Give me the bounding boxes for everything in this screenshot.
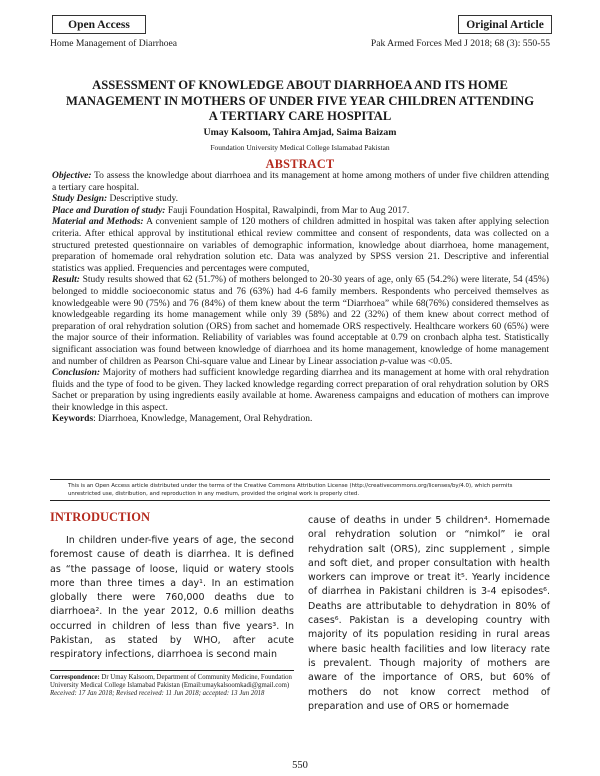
abstract-body [52, 171, 549, 426]
introduction-left-text: In children under-five years of age, the second foremost cause of death is diarrhea. It is defined as “the passage of loose, liquid or watery stools more than three times a day¹. In an estimation globally there were 760,000 deaths due to diarrhoea². In the year 2012, 0.6 million deaths occurred in children of less than five years³. In Pakistan, as stated by WHO, after acute respiratory infections, diarrhoea is second main [50, 535, 294, 661]
correspondence-block [50, 670, 294, 699]
right-column [308, 514, 550, 714]
journal-citation: Pak Armed Forces Med J 2018; 68 (3): 550-55 [370, 38, 550, 49]
affiliation: Foundation University Medical College Islamabad Pakistan [210, 143, 390, 152]
p-variable: p [379, 356, 385, 367]
design-label: Study Design: [52, 194, 108, 205]
left-column [50, 508, 294, 699]
results-label: Result: [52, 275, 80, 286]
place-label: Place and Duration of study: [52, 205, 166, 216]
introduction-heading: INTRODUCTION [50, 510, 151, 524]
abstract-keywords [52, 414, 549, 426]
results-tail: -value was <0.05. [384, 356, 453, 367]
objective-text: To assess the knowledge about diarrhoea and its management at home among mothers of under five children attending a tertiary care hospital. [52, 171, 549, 193]
license-notice: This is an Open Access article distributed under the terms of the Creative Commons Attribution License (http://creativecommons.org/licenses/by/4.0), which permits unrestricted use, distribution, and reproduction in any medium, provided the original work is properly cited. [50, 479, 550, 501]
abstract-heading: ABSTRACT [265, 157, 335, 171]
correspondence-label: Correspondence: [50, 673, 102, 681]
open-access-badge: Open Access [52, 15, 146, 34]
methods-label: Material and Methods: [52, 217, 144, 228]
running-title: Home Management of Diarrhoea [50, 38, 178, 49]
conclusion-label: Conclusion: [52, 368, 101, 379]
design-text: Descriptive study. [107, 194, 179, 205]
article-dates: Received: 17 Jan 2018; Revised received: 11 Jun 2018; accepted: 13 Jun 2018 [50, 690, 265, 698]
results-text: Study results showed that 62 (51.7%) of mothers belonged to 20-30 years of age, only 65 (54.2%) were literate, 54 (45%) belonged to middle socioeconomic status and 76 (63%) had 4-6 family members. Respondents who perceived themselves as knowledgeable were 90 (75%) and 76 (84%) of them knew about the term “Diarrhoea” while 68(76%) considered themselves as knowledgeable regarding its home management while only 39 (58%) and 22 (32%) of them knew about correct method of preparation of oral rehydration solution (ORS) from sachet and homemade ORS respectively. Healthcare workers 60 (65%) were the major source of their information. Reliability of variables was found acceptable at 0.79 on cronbach alpha test. Statistically significant association was found between knowledge of diarrhoea and its home management, knowledge of home management and number of children as Pearson Chi-square value and Linear by Linear association [52, 275, 549, 367]
article-type-badge: Original Article [458, 15, 552, 34]
page-number: 550 [292, 760, 308, 771]
abstract-place [52, 206, 549, 218]
abstract-methods [52, 217, 549, 275]
keywords-text: : Diarrhoea, Knowledge, Management, Oral Rehydration. [93, 414, 313, 425]
author-list: Umay Kalsoom, Tahira Amjad, Saima Baizam [203, 127, 397, 138]
conclusion-text: Majority of mothers had sufficient knowledge regarding diarrhea and its management at home with oral rehydration fluids and the type of food to be given. They lacked knowledge regarding correct preparation of oral rehydration solution by ORS Sachet or preparation by using ingredients easily available at home. Awareness campaigns and education of mothers can improve their knowledge in this aspect. [52, 368, 549, 413]
abstract-design [52, 194, 549, 206]
abstract-results [52, 275, 549, 368]
article-title: ASSESSMENT OF KNOWLEDGE ABOUT DIARRHOEA AND ITS HOME MANAGEMENT IN MOTHERS OF UNDER FIVE YEAR CHILDREN ATTENDING A TERTIARY CARE HOSPITAL [65, 78, 535, 123]
introduction-right-text: cause of deaths in under 5 children⁴. Homemade oral rehydration solution or “nimkol” ie oral rehydration salt (ORS), zinc supplement , simple and soft diet, and proper consultation with health workers can improve or treat it⁵. Yearly incidence of diarrhea in Pakistani children is 3-4 episodes⁶. Deaths are attributable to dehydration in 80% of cases⁶. Pakistan is a developing country with majority of its population residing in rural areas where basic health facilities and low literacy rate is prevalent. Though majority of mothers are aware of the importance of ORS, but 60% of mothers do not know correct method of preparation and use of ORS or homemade [308, 515, 550, 712]
correspondence-text: Dr Umay Kalsoom, Department of Community Medicine, Foundation University Medical College Islamabad Pakistan (Email:umaykalsoomkadi@gmail.com) [50, 673, 292, 690]
abstract-objective [52, 171, 549, 194]
place-text: Fauji Foundation Hospital, Rawalpindi, from Mar to Aug 2017. [165, 205, 410, 216]
methods-text: A convenient sample of 120 mothers of children admitted in hospital was taken after applying selection criteria. After ethical approval by institutional ethical review committee and consent of respondents, data was collected on a structured pretested questionnaire on variables of demographic information, knowledge about diarrhoea, home management, preparation of homemade oral rehydration solution etc. Data was analyzed by SPSS version 21. Descriptive and inferential statistics was applied. Frequencies and percentages were computed, [52, 217, 549, 274]
keywords-label: Keywords [52, 414, 94, 425]
objective-label: Objective: [52, 171, 92, 181]
abstract-conclusion [52, 368, 549, 414]
